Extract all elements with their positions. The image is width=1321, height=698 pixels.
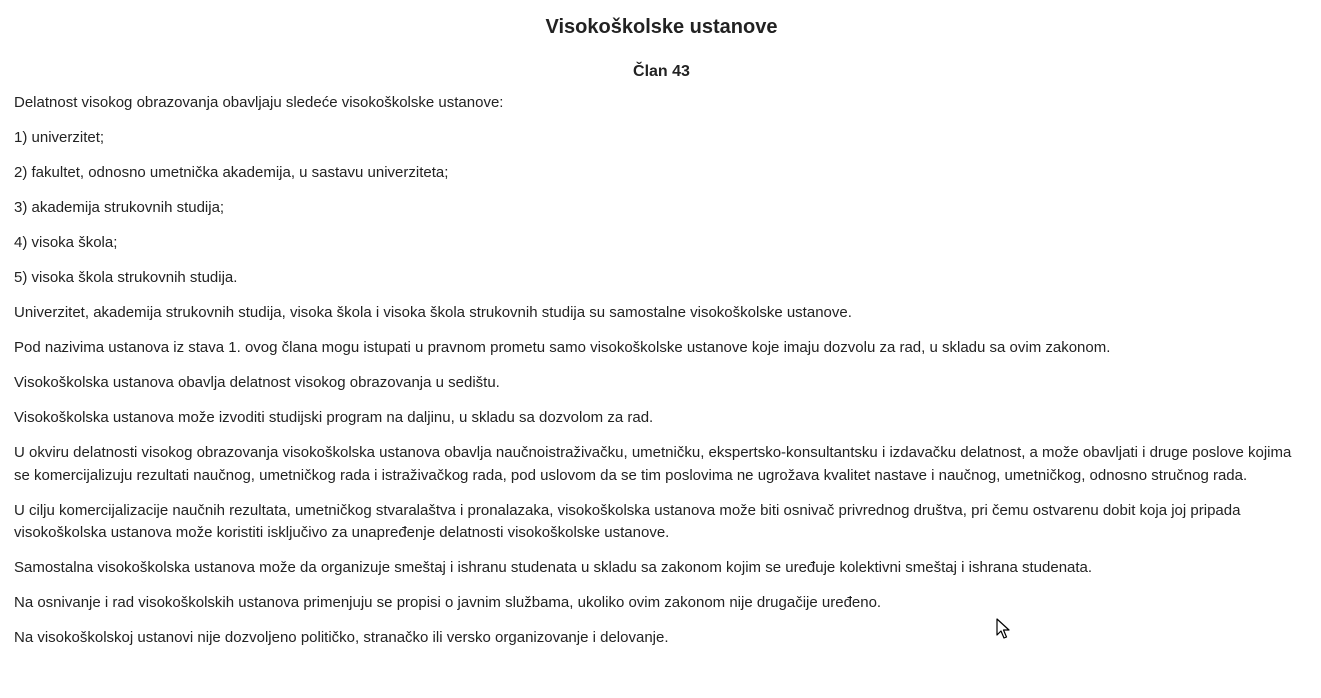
section-title: Visokoškolske ustanove [545,16,778,38]
document-body [14,0,1309,662]
list-item-4: 4) visoka škola; [14,234,118,251]
list-item-1: 1) univerzitet; [14,129,105,146]
paragraph-10: Na visokoškolskoj ustanovi nije dozvoljeno političko, stranačko ili versko organizovanje i delovanje. [14,629,669,646]
paragraph-4: Visokoškolska ustanova obavlja delatnost visokog obrazovanja u sedištu. [14,374,500,391]
list-item-3: 3) akademija strukovnih studija; [14,199,225,216]
list-item-5: 5) visoka škola strukovnih studija. [14,269,238,286]
paragraph-7: U cilju komercijalizacije naučnih rezultata, umetničkog stvaralaštva i pronalazaka, visokoškolska ustanova može biti osnivač privrednog društva, pri čemu ostvarenu dobit koja joj pripada visokoškolska ustanova može koristiti isključivo za unapređenje delatnosti visokoškolske ustanove. [14,501,1241,541]
paragraph-6: U okviru delatnosti visokog obrazovanja visokoškolska ustanova obavlja naučnoistraživačku, umetničku, ekspertsko-konsultantsku i izdavačku delatnost, a može obavljati i druge poslove kojima se komercijalizuju rezultati naučnog, umetničkog rada i istraživačkog rada, pod uslovom da se tim poslovima ne ugrožava kvalitet nastave i naučnog, umetničkog, odnosno stručnog rada. [14,444,1292,484]
paragraph-9: Na osnivanje i rad visokoškolskih ustanova primenjuju se propisi o javnim službama, ukoliko ovim zakonom nije drugačije uređeno. [14,594,882,611]
paragraph-5: Visokoškolska ustanova može izvoditi studijski program na daljinu, u skladu sa dozvolom za rad. [14,409,654,426]
mouse-pointer-icon [996,618,1010,640]
paragraph-3: Pod nazivima ustanova iz stava 1. ovog člana mogu istupati u pravnom prometu samo visokoškolske ustanove koje imaju dozvolu za rad, u skladu sa ovim zakonom. [14,339,1111,356]
list-item-2: 2) fakultet, odnosno umetnička akademija, u sastavu univerziteta; [14,164,449,181]
article-title: Član 43 [633,63,690,80]
paragraph-intro: Delatnost visokog obrazovanja obavljaju sledeće visokoškolske ustanove: [14,94,504,111]
article-paragraphs [14,92,1309,650]
paragraph-8: Samostalna visokoškolska ustanova može da organizuje smeštaj i ishranu studenata u skladu sa zakonom kojim se uređuje kolektivni smeštaj i ishrana studenata. [14,559,1093,576]
paragraph-2: Univerzitet, akademija strukovnih studija, visoka škola i visoka škola strukovnih studija su samostalne visokoškolske ustanove. [14,304,852,321]
